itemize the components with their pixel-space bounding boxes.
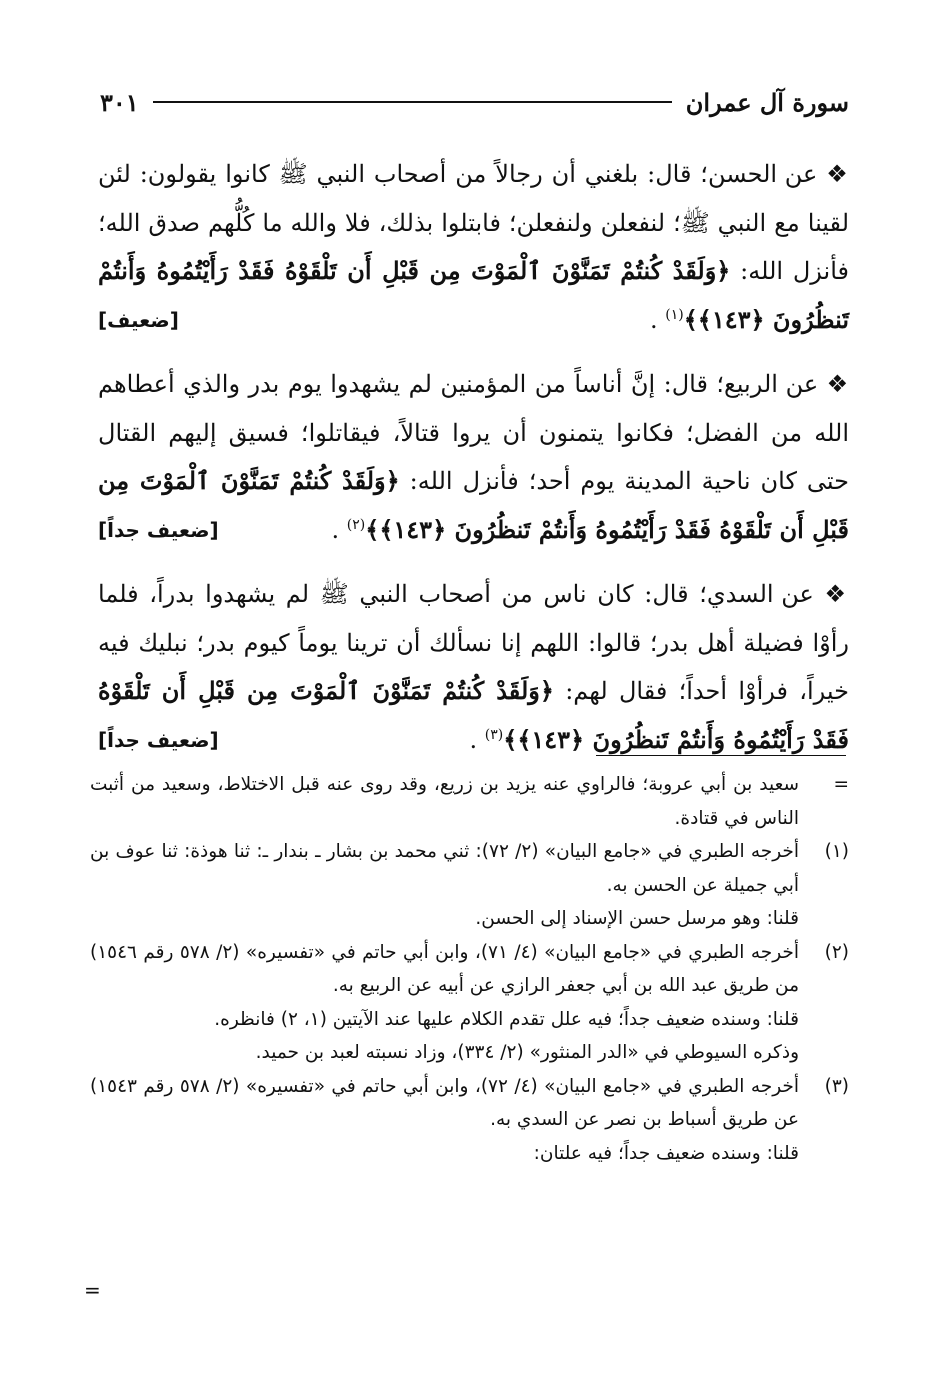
footnote-line: سعيد بن أبي عروبة؛ فالراوي عنه يزيد بن زريع، وقد روى عنه قبل الاختلاط، وسعيد من أثبت الناس في قتادة. xyxy=(90,774,799,829)
sentence-end: . xyxy=(331,515,340,544)
footnotes xyxy=(90,768,849,1170)
page-header xyxy=(100,82,849,122)
grade-label: [ضعيف جداً] xyxy=(98,517,219,542)
paragraph-star-icon: ❖ xyxy=(826,160,850,188)
footnote-2 xyxy=(90,936,849,1070)
footnote-line: أخرجه الطبري في «جامع البيان» (٤/ ٧١)، وابن أبي حاتم في «تفسيره» (٢/ ٥٧٨ رقم ١٥٤٦) من طريق عبد الله بن أبي جعفر الرازي عن أبيه عن الربيع به. xyxy=(90,941,799,996)
surah-title: سورة آل عمران xyxy=(685,87,849,117)
footnote-ref: (٢) xyxy=(346,516,366,533)
footnote-continued xyxy=(90,768,849,835)
footnote-line: أخرجه الطبري في «جامع البيان» (٢/ ٧٢): ثني محمد بن بشار ـ بندار ـ: ثنا هوذة: ثنا عوف بن أبي جميلة عن الحسن به. xyxy=(90,841,799,896)
header-rule xyxy=(153,101,672,103)
paragraph-star-icon: ❖ xyxy=(824,580,849,608)
grade-label: [ضعيف جداً] xyxy=(98,727,219,752)
footnote-line: قلنا: وهو مرسل حسن الإسناد إلى الحسن. xyxy=(475,908,799,929)
quran-verse: ﴿وَلَقَدْ كُنتُمْ تَمَنَّوْنَ ٱلْمَوْتَ مِن قَبْلِ أَن تَلْقَوْهُ فَقَدْ رَأَيْتُمُوهُ وَأَنتُمْ تَنظُرُونَ ﴿١٤٣﴾﴾ xyxy=(98,256,849,334)
footnote-mark: (١) xyxy=(824,841,849,862)
quran-verse: ﴿وَلَقَدْ كُنتُمْ تَمَنَّوْنَ ٱلْمَوْتَ مِن قَبْلِ أَن تَلْقَوْهُ فَقَدْ رَأَيْتُمُوهُ وَأَنتُمْ تَنظُرُونَ ﴿١٤٣﴾﴾ xyxy=(98,676,849,754)
footnote-1 xyxy=(90,835,849,936)
sentence-end: . xyxy=(469,725,478,754)
footnote-line: قلنا: وسنده ضعيف جداً؛ فيه علل تقدم الكلام عليها عند الآيتين (١، ٢) فانظره. xyxy=(214,1008,799,1030)
paragraph-rabee xyxy=(98,360,849,554)
narration-text: عن الحسن؛ قال: بلغني أن رجالاً من أصحاب النبي ﷺ كانوا يقولون: لئن لقينا مع النبي ﷺ؛ لنفعلن ولنفعلن؛ فابتلوا بذلك، فلا والله ما كُلُّهم صدق الله؛ فأنزل الله: xyxy=(98,160,850,285)
footnote-mark: (٢) xyxy=(824,941,849,963)
footnote-3 xyxy=(90,1070,849,1171)
footnote-ref: (١) xyxy=(665,306,684,323)
footnote-separator xyxy=(596,755,846,756)
footnote-ref: (٣) xyxy=(484,726,504,743)
footnote-mark: (٣) xyxy=(824,1075,849,1097)
footnote-line: وذكره السيوطي في «الدر المنثور» (٢/ ٣٣٤)، وزاد نسبته لعبد بن حميد. xyxy=(255,1042,799,1063)
sentence-end: . xyxy=(649,305,658,334)
narration-text: عن الربيع؛ قال: إنَّ أناساً من المؤمنين لم يشهدوا يوم بدر والذي أعطاهم الله من الفضل؛ فكانوا يتمنون أن يروا قتالاً، فيقاتلوا؛ فسيق إليهم القتال حتى كان ناحية المدينة يوم أحد؛ فأنزل الله: xyxy=(98,370,849,495)
page-number: ٣٠١ xyxy=(100,87,139,117)
paragraph-hasan xyxy=(98,150,849,344)
main-text xyxy=(98,150,849,780)
quran-verse: ﴿وَلَقَدْ كُنتُمْ تَمَنَّوْنَ ٱلْمَوْتَ مِن قَبْلِ أَن تَلْقَوْهُ فَقَدْ رَأَيْتُمُوهُ وَأَنتُمْ تَنظُرُونَ ﴿١٤٣﴾﴾ xyxy=(98,466,849,544)
narration-text: عن السدي؛ قال: كان ناس من أصحاب النبي ﷺ لم يشهدوا بدراً، فلما رأوْا فضيلة أهل بدر؛ قالوا: اللهم إنا نسألك أن ترينا يوماً كيوم بدر؛ نبليك فيه خيراً، فرأوْا أحداً؛ فقال لهم: xyxy=(98,580,849,705)
footnote-mark: = xyxy=(833,774,849,795)
footnote-line: قلنا: وسنده ضعيف جداً؛ فيه علتان: xyxy=(533,1142,799,1164)
continuation-mark: = xyxy=(84,1278,101,1302)
paragraph-star-icon: ❖ xyxy=(826,370,850,398)
grade-label: [ضعيف] xyxy=(98,307,179,332)
paragraph-suddi xyxy=(98,570,849,764)
footnote-line: أخرجه الطبري في «جامع البيان» (٤/ ٧٢)، وابن أبي حاتم في «تفسيره» (٢/ ٥٧٨ رقم ١٥٤٣) عن طريق أسباط بن نصر عن السدي به. xyxy=(90,1075,799,1130)
